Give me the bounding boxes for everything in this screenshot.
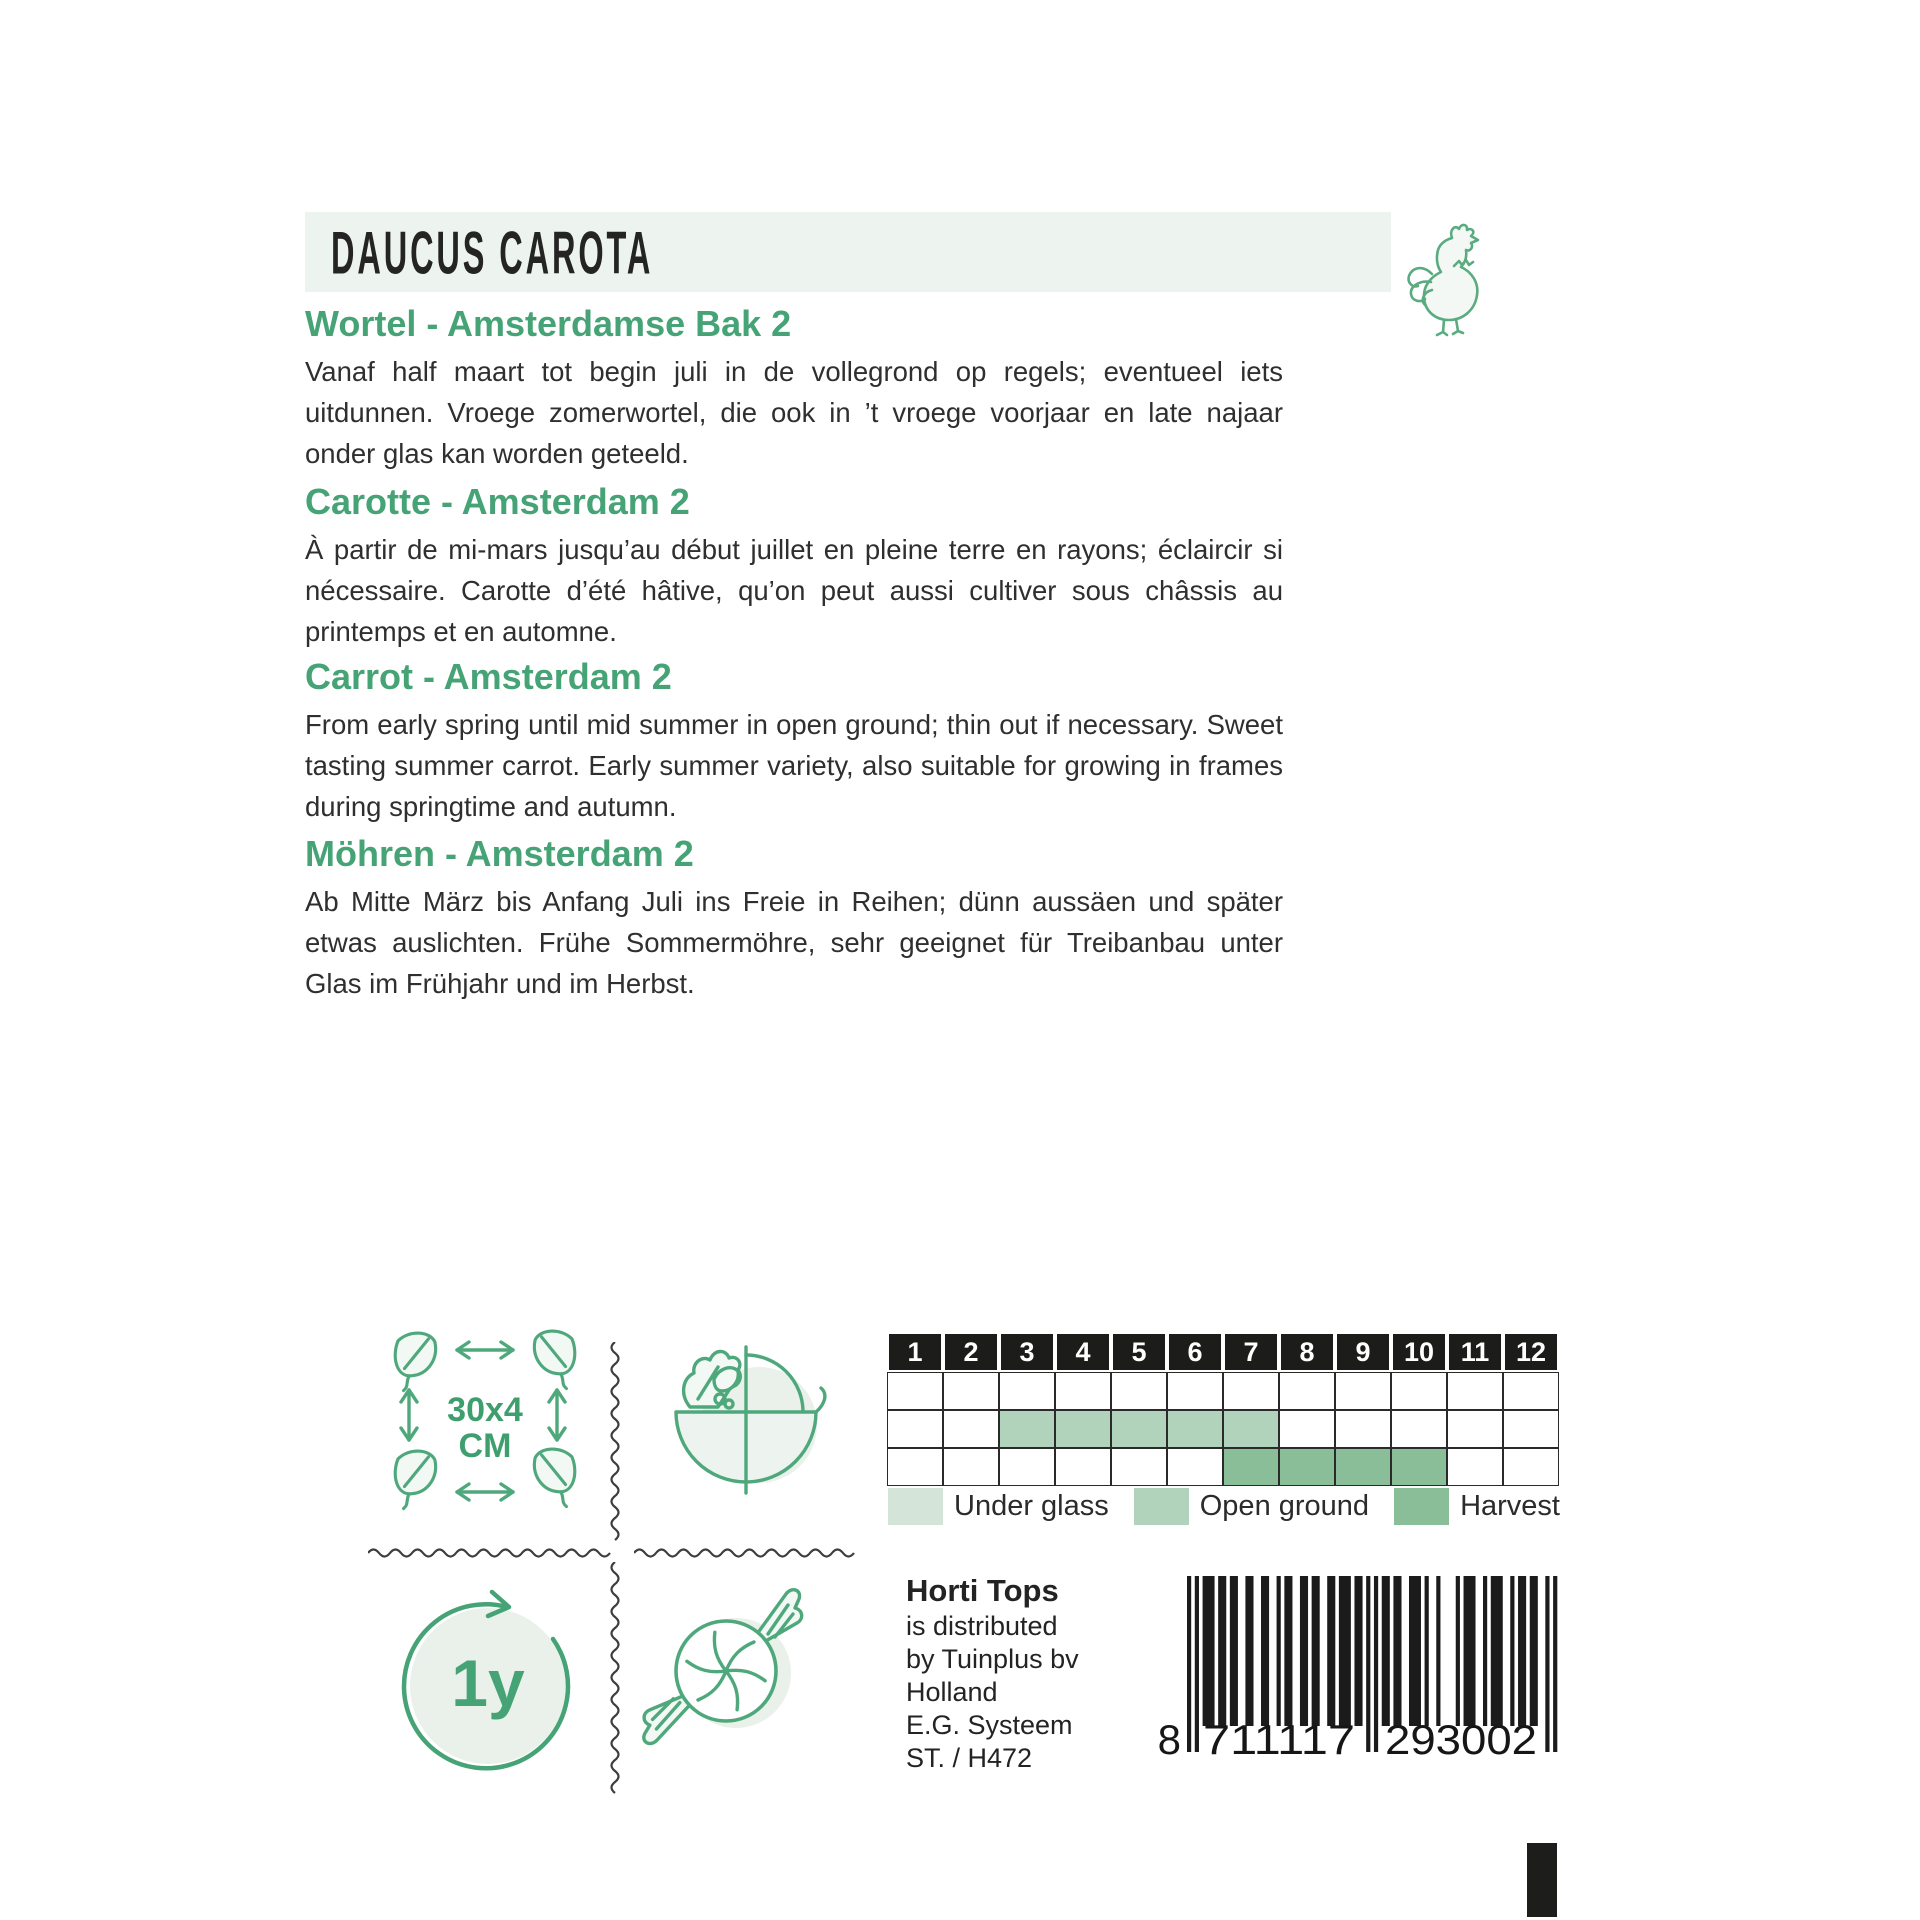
legend-label: Harvest	[1460, 1490, 1560, 1522]
calendar-cell	[1055, 1410, 1111, 1448]
calendar-month-header: 8	[1279, 1332, 1335, 1372]
divider-wavy-horizontal	[634, 1546, 860, 1560]
latin-name-title: DAUCUS CAROTA	[331, 217, 654, 287]
body-dutch: Vanaf half maart tot begin juli in de vollegrond op regels; eventueel iets uitdunnen. Vroege zomerwortel, die ook in ’t vroege voorjaar en late najaar onder glas kan worden geteeld.	[305, 356, 1283, 469]
heading-english: Carrot - Amsterdam 2	[305, 656, 672, 697]
calendar-cell	[1335, 1372, 1391, 1410]
heading-dutch: Wortel - Amsterdamse Bak 2	[305, 303, 792, 344]
calendar-cell	[1111, 1372, 1167, 1410]
calendar-month-header: 6	[1167, 1332, 1223, 1372]
vertical-arrow-icon	[401, 1390, 417, 1440]
calendar-legend	[888, 1488, 1585, 1525]
svg-text:293002: 293002	[1385, 1716, 1537, 1763]
calendar-cell	[943, 1372, 999, 1410]
calendar-cell	[1167, 1410, 1223, 1448]
sweet-candy-icon	[640, 1578, 814, 1760]
print-crop-mark	[1527, 1843, 1557, 1917]
calendar-month-header: 5	[1111, 1332, 1167, 1372]
vertical-arrow-icon	[549, 1390, 565, 1440]
calendar-cell	[887, 1410, 943, 1448]
divider-wavy-vertical	[608, 1342, 622, 1542]
section-dutch	[305, 303, 1283, 474]
sowing-calendar-grid	[887, 1332, 1559, 1486]
calendar-cell	[943, 1410, 999, 1448]
calendar-cell	[1223, 1410, 1279, 1448]
calendar-cell	[1447, 1448, 1503, 1486]
calendar-cell	[1167, 1372, 1223, 1410]
divider-wavy-horizontal	[368, 1546, 620, 1560]
svg-text:8: 8	[1157, 1716, 1181, 1763]
rooster-logo-icon	[1406, 220, 1502, 338]
calendar-month-header: 12	[1503, 1332, 1559, 1372]
calendar-month-header: 10	[1391, 1332, 1447, 1372]
calendar-cell	[1335, 1448, 1391, 1486]
svg-text:711117: 711117	[1203, 1716, 1355, 1763]
section-french	[305, 481, 1283, 652]
calendar-cell	[1223, 1448, 1279, 1486]
calendar-cell	[887, 1372, 943, 1410]
body-english: From early spring until mid summer in open ground; thin out if necessary. Sweet tasting summer carrot. Early summer variety, also suitable for growing in frames during springtime and autumn.	[305, 709, 1283, 822]
calendar-cell	[1223, 1372, 1279, 1410]
section-german	[305, 833, 1283, 1004]
salad-bowl-icon	[662, 1333, 832, 1501]
body-german: Ab Mitte März bis Anfang Juli ins Freie in Reihen; dünn aussäen und später etwas auslichten. Frühe Sommermöhre, sehr geeignet für Treibanbau unter Glas im Frühjahr und im Herbst.	[305, 886, 1283, 999]
calendar-cell	[1447, 1410, 1503, 1448]
calendar-cell	[1279, 1410, 1335, 1448]
title-band	[305, 212, 1391, 292]
calendar-cell	[1055, 1448, 1111, 1486]
spacing-value-label: 30x4 CM	[447, 1391, 523, 1465]
calendar-cell	[1447, 1372, 1503, 1410]
calendar-cell	[1391, 1448, 1447, 1486]
horizontal-arrow-icon	[457, 1484, 513, 1500]
calendar-cell	[1167, 1448, 1223, 1486]
calendar-cell	[1391, 1410, 1447, 1448]
heading-french: Carotte - Amsterdam 2	[305, 481, 690, 522]
calendar-cell	[1503, 1410, 1559, 1448]
calendar-month-header: 4	[1055, 1332, 1111, 1372]
legend-swatch	[1134, 1488, 1189, 1525]
calendar-cell	[1279, 1372, 1335, 1410]
calendar-month-header: 7	[1223, 1332, 1279, 1372]
calendar-cell	[1111, 1448, 1167, 1486]
calendar-cell	[999, 1410, 1055, 1448]
calendar-month-header: 9	[1335, 1332, 1391, 1372]
calendar-month-header: 2	[943, 1332, 999, 1372]
calendar-cell	[1335, 1410, 1391, 1448]
divider-wavy-vertical	[608, 1562, 622, 1802]
calendar-month-header: 11	[1447, 1332, 1503, 1372]
calendar-cell	[1111, 1410, 1167, 1448]
legend-swatch	[888, 1488, 943, 1525]
calendar-cell	[1391, 1372, 1447, 1410]
calendar-cell	[887, 1448, 943, 1486]
legend-label: Open ground	[1199, 1490, 1370, 1522]
distributor-name: Horti Tops	[906, 1573, 1059, 1608]
calendar-cell	[1055, 1372, 1111, 1410]
horizontal-arrow-icon	[457, 1342, 513, 1358]
ean13-barcode	[1145, 1576, 1565, 1769]
section-english	[305, 656, 1283, 827]
calendar-cell	[999, 1448, 1055, 1486]
heading-german: Möhren - Amsterdam 2	[305, 833, 694, 874]
legend-swatch	[1394, 1488, 1449, 1525]
annual-cycle-label: 1y	[451, 1646, 525, 1720]
body-french: À partir de mi-mars jusqu’au début juillet en pleine terre en rayons; éclaircir si nécessaire. Carotte d’été hâtive, qu’on peut aussi cultiver sous châssis au printemps et en automne.	[305, 534, 1283, 647]
calendar-month-header: 1	[887, 1332, 943, 1372]
calendar-cell	[1503, 1448, 1559, 1486]
calendar-cell	[943, 1448, 999, 1486]
calendar-cell	[1279, 1448, 1335, 1486]
calendar-month-header: 3	[999, 1332, 1055, 1372]
calendar-cell	[999, 1372, 1055, 1410]
legend-label: Under glass	[954, 1490, 1109, 1522]
distributor-info: Horti Tops is distributed by Tuinplus bv Holland E.G. Systeem ST. / H472	[906, 1573, 1079, 1773]
calendar-cell	[1503, 1372, 1559, 1410]
